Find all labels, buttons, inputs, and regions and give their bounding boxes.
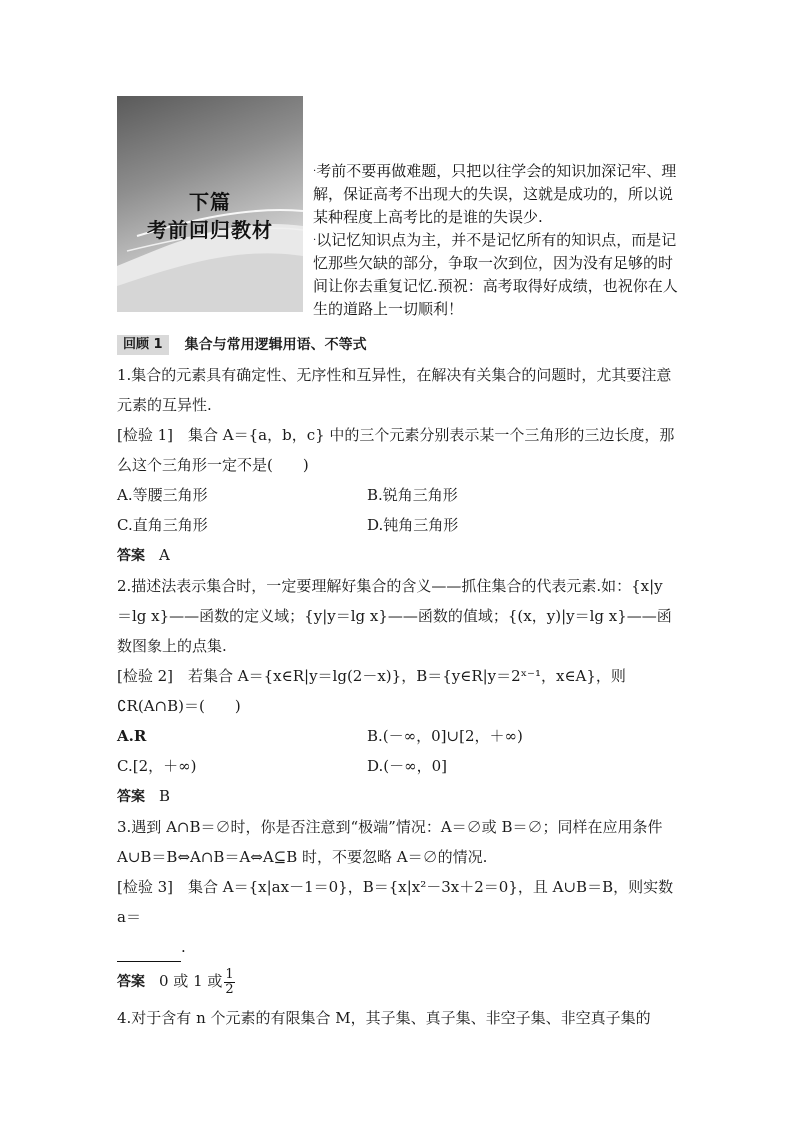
banner-text	[313, 160, 679, 321]
fraction	[224, 968, 234, 997]
answer-label: 答案	[117, 789, 145, 805]
banner-title-line2: 考前回归教材	[147, 218, 273, 242]
option-a: A.R	[117, 727, 147, 745]
section-tag: 回顾 1	[117, 335, 169, 355]
answer-blank	[117, 941, 181, 962]
section-title: 集合与常用逻辑用语、不等式	[184, 337, 367, 353]
answer-label: 答案	[117, 974, 145, 990]
bullet-dot: ·	[313, 166, 317, 177]
section-header	[117, 332, 677, 358]
answer-value: B	[159, 787, 171, 805]
main-content	[117, 332, 677, 1033]
check-2-question: [检验 2] 若集合 A＝{x∈R|y＝lg(2－x)}，B＝{y∈R|y＝2ˣ⁻¹，x∈A}，则∁R(A∩B)＝( )	[117, 667, 626, 715]
check-2-options-row-2	[117, 751, 677, 781]
check-1-question: [检验 1] 集合 A＝{a，b，c} 中的三个元素分别表示某一个三角形的三边长度，那么这个三角形一定不是( )	[117, 426, 675, 474]
option-b: B.(－∞，0]∪[2，＋∞)	[367, 727, 523, 745]
point-3: 3.遇到 A∩B＝∅时，你是否注意到“极端”情况：A＝∅或 B＝∅；同样在应用条件 A∪B＝B⇔A∩B＝A⇔A⊆B 时，不要忽略 A＝∅的情况.	[117, 818, 663, 866]
point-4: 4.对于含有 n 个元素的有限集合 M，其子集、真子集、非空子集、非空真子集的	[117, 1009, 651, 1027]
banner-paragraph-2: ·以记忆知识点为主，并不是记忆所有的知识点，而是记忆那些欠缺的部分，争取一次到位，因为没有足够的时间让你去重复记忆.预祝：高考取得好成绩，也祝你在人生的道路上一切顺利！	[313, 231, 678, 318]
point-1: 1.集合的元素具有确定性、无序性和互异性，在解决有关集合的问题时，尤其要注意元素的互异性.	[117, 366, 672, 414]
chapter-banner	[117, 96, 678, 318]
check-1-options-row-1	[117, 480, 677, 510]
check-2-options-row-1	[117, 721, 677, 751]
option-d: D.钝角三角形	[367, 516, 459, 534]
answer-value: 0 或 1 或	[159, 972, 223, 990]
option-d: D.(－∞，0]	[367, 757, 448, 775]
check-1-options-row-2	[117, 510, 677, 540]
point-2: 2.描述法表示集合时，一定要理解好集合的含义——抓住集合的代表元素.如：{x|y＝lg x}——函数的定义域；{y|y＝lg x}——函数的值域；{(x，y)|y＝lg x}——函数图象上的点集.	[117, 577, 672, 655]
answer-2	[117, 781, 677, 812]
banner-title-line1: 下篇	[189, 190, 231, 214]
fraction-denominator: 2	[225, 981, 234, 997]
option-c: C.[2，＋∞)	[117, 757, 197, 775]
banner-title	[117, 188, 303, 244]
fraction-numerator: 1	[225, 966, 234, 982]
answer-label: 答案	[117, 548, 145, 564]
check-3-question: [检验 3] 集合 A＝{x|ax－1＝0}，B＝{x|x²－3x＋2＝0}，且 A∪B＝B，则实数 a＝ .	[117, 872, 677, 962]
banner-paragraph-1: ·考前不要再做难题，只把以往学会的知识加深记牢、理解，保证高考不出现大的失误，这就是成功的，所以说某种程度上高考比的是谁的失误少.	[313, 162, 677, 226]
bullet-dot: ·	[313, 235, 317, 246]
answer-1	[117, 540, 677, 571]
answer-value: A	[159, 546, 170, 564]
option-a: A.等腰三角形	[117, 486, 208, 504]
option-b: B.锐角三角形	[367, 486, 458, 504]
banner-image	[117, 96, 303, 312]
option-c: C.直角三角形	[117, 516, 208, 534]
answer-3	[117, 966, 677, 997]
